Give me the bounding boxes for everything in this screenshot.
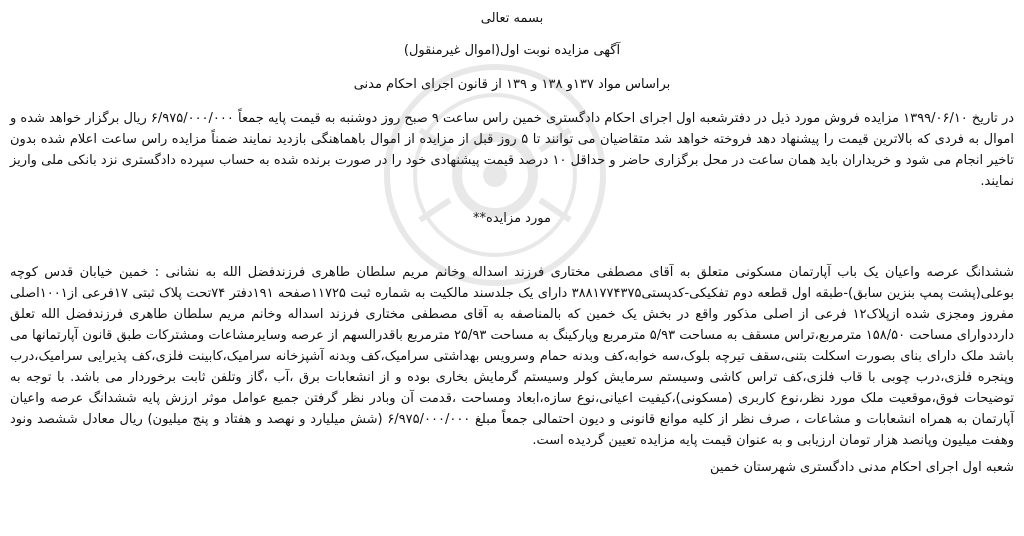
intro-paragraph: در تاریخ ۱۳۹۹/۰۶/۱۰ مزایده فروش مورد ذیل در دفترشعبه اول اجرای احکام دادگستری خمین راس ساعت ۹ صبح روز دوشنبه به قیمت پایه جمعاً ۶/۹۷۵/۰۰۰/۰۰۰ ریال برگزار خواهد شده و اموال به فردی که بالاترین قیمت را پیشنهاد دهد فروخته خواهد شد متقاضیان می توانند تا ۵ روز قبل از مزایده از اموال باهماهنگی بازدید نمایند ضمناً مزایده راس ساعت اعلام شده بدون تاخیر انجام می شود و خریداران باید همان ساعت در محل برگزاری حاضر و حداقل ۱۰ درصد قیمت پیشنهادی خود را در صورت برنده شده به حساب سپرده دادگستری نزد بانکی ملی واریز نمایند. — [10, 111, 1015, 189]
issuer-signature-line: شعبه اول اجرای احکام مدنی دادگستری شهرستان خمین — [709, 460, 1014, 475]
property-details-paragraph: ششدانگ عرصه واعیان یک باب آپارتمان مسکونی متعلق به آقای مصطفی مختاری فرزند اسداله وخانم مریم سلطان طاهری فرزندفضل الله به نشانی : خمین خیابان قدس کوچه بوعلی(پشت پمپ بنزین سابق)-طبقه اول قطعه دوم تفکیکی-کدپستی۳۸۸۱۷۷۴۳۷۵ دارای یک جلدسند مالکیت به شماره ثبت ۱۱۷۲۵صفحه ۱۹۱دفتر ۷۴تحت پلاک ثبتی ۱۷فرعی از۱۰۰۱اصلی مفروز ومجزی شده ازپلاک۱۲ فرعی از اصلی مذکور واقع در بخش یک خمین که بالمناصفه به آقای مصطفی مختاری فرزند اسداله وخانم مریم سلطان طاهری فرزندفضل الله تعلق دارددوارای مساحت ۱۵۸/۵۰ مترمربع،تراس مسقف به مساحت ۵/۹۳ مترمربع وپارکینگ به مساحت ۲۵/۹۳ مترمربع باقدرالسهم از عرصه وسایرمشاعات ومشترکات طبق قانون آپارتمانها می باشد ملک دارای بنای بصورت اسکلت بتنی،سقف تیرچه بلوک،سه خوابه،کف وبدنه حمام وسرویس بهداشتی سرامیک،کف وبدنه آشپزخانه سرامیک،کابینت فلزی،کف پذیرایی سرامیک،درب وپنجره فلزی،درب چوبی با قاب فلزی،کف تراس کاشی وسیستم سرمایش کولر وسیستم گرمایش بخاری بوده و از انشعابات برق ،آب ،گاز وتلفن ثابت برخوردار می باشد. با توجه به توضیحات فوق،موقعیت ملک مورد نظر،نوع کاربری (مسکونی)،کیفیت اعیانی،نوع سازه،ابعاد ومساحت ،قدمت آن وبادر نظر گرفتن جمیع عوامل موثر ارزش پایه ششدانگ عرصه واعیان آپارتمان به همراه انشعابات و مشاعات ، صرف نظر از کلیه موانع قانونی و دیون احتمالی جمعاً مبلغ ۶/۹۷۵/۰۰۰/۰۰۰ (شش میلیارد و نهصد و هفتاد و پنج میلیون) ریال معادل ششصد ونود وهفت میلیون وپانصد هزار تومان ارزیابی و به عنوان قیمت پایه مزایده تعیین گردیده است. — [10, 265, 1015, 448]
document-title: آگهی مزایده نوبت اول(اموال غیرمنقول) — [403, 43, 621, 58]
document-header-bismillah: بسمه تعالی — [480, 11, 544, 26]
legal-basis-line: براساس مواد ۱۳۷و ۱۳۸ و ۱۳۹ از قانون اجرای احکام مدنی — [353, 77, 671, 92]
auction-subject-heading: مورد مزایده** — [473, 211, 551, 226]
